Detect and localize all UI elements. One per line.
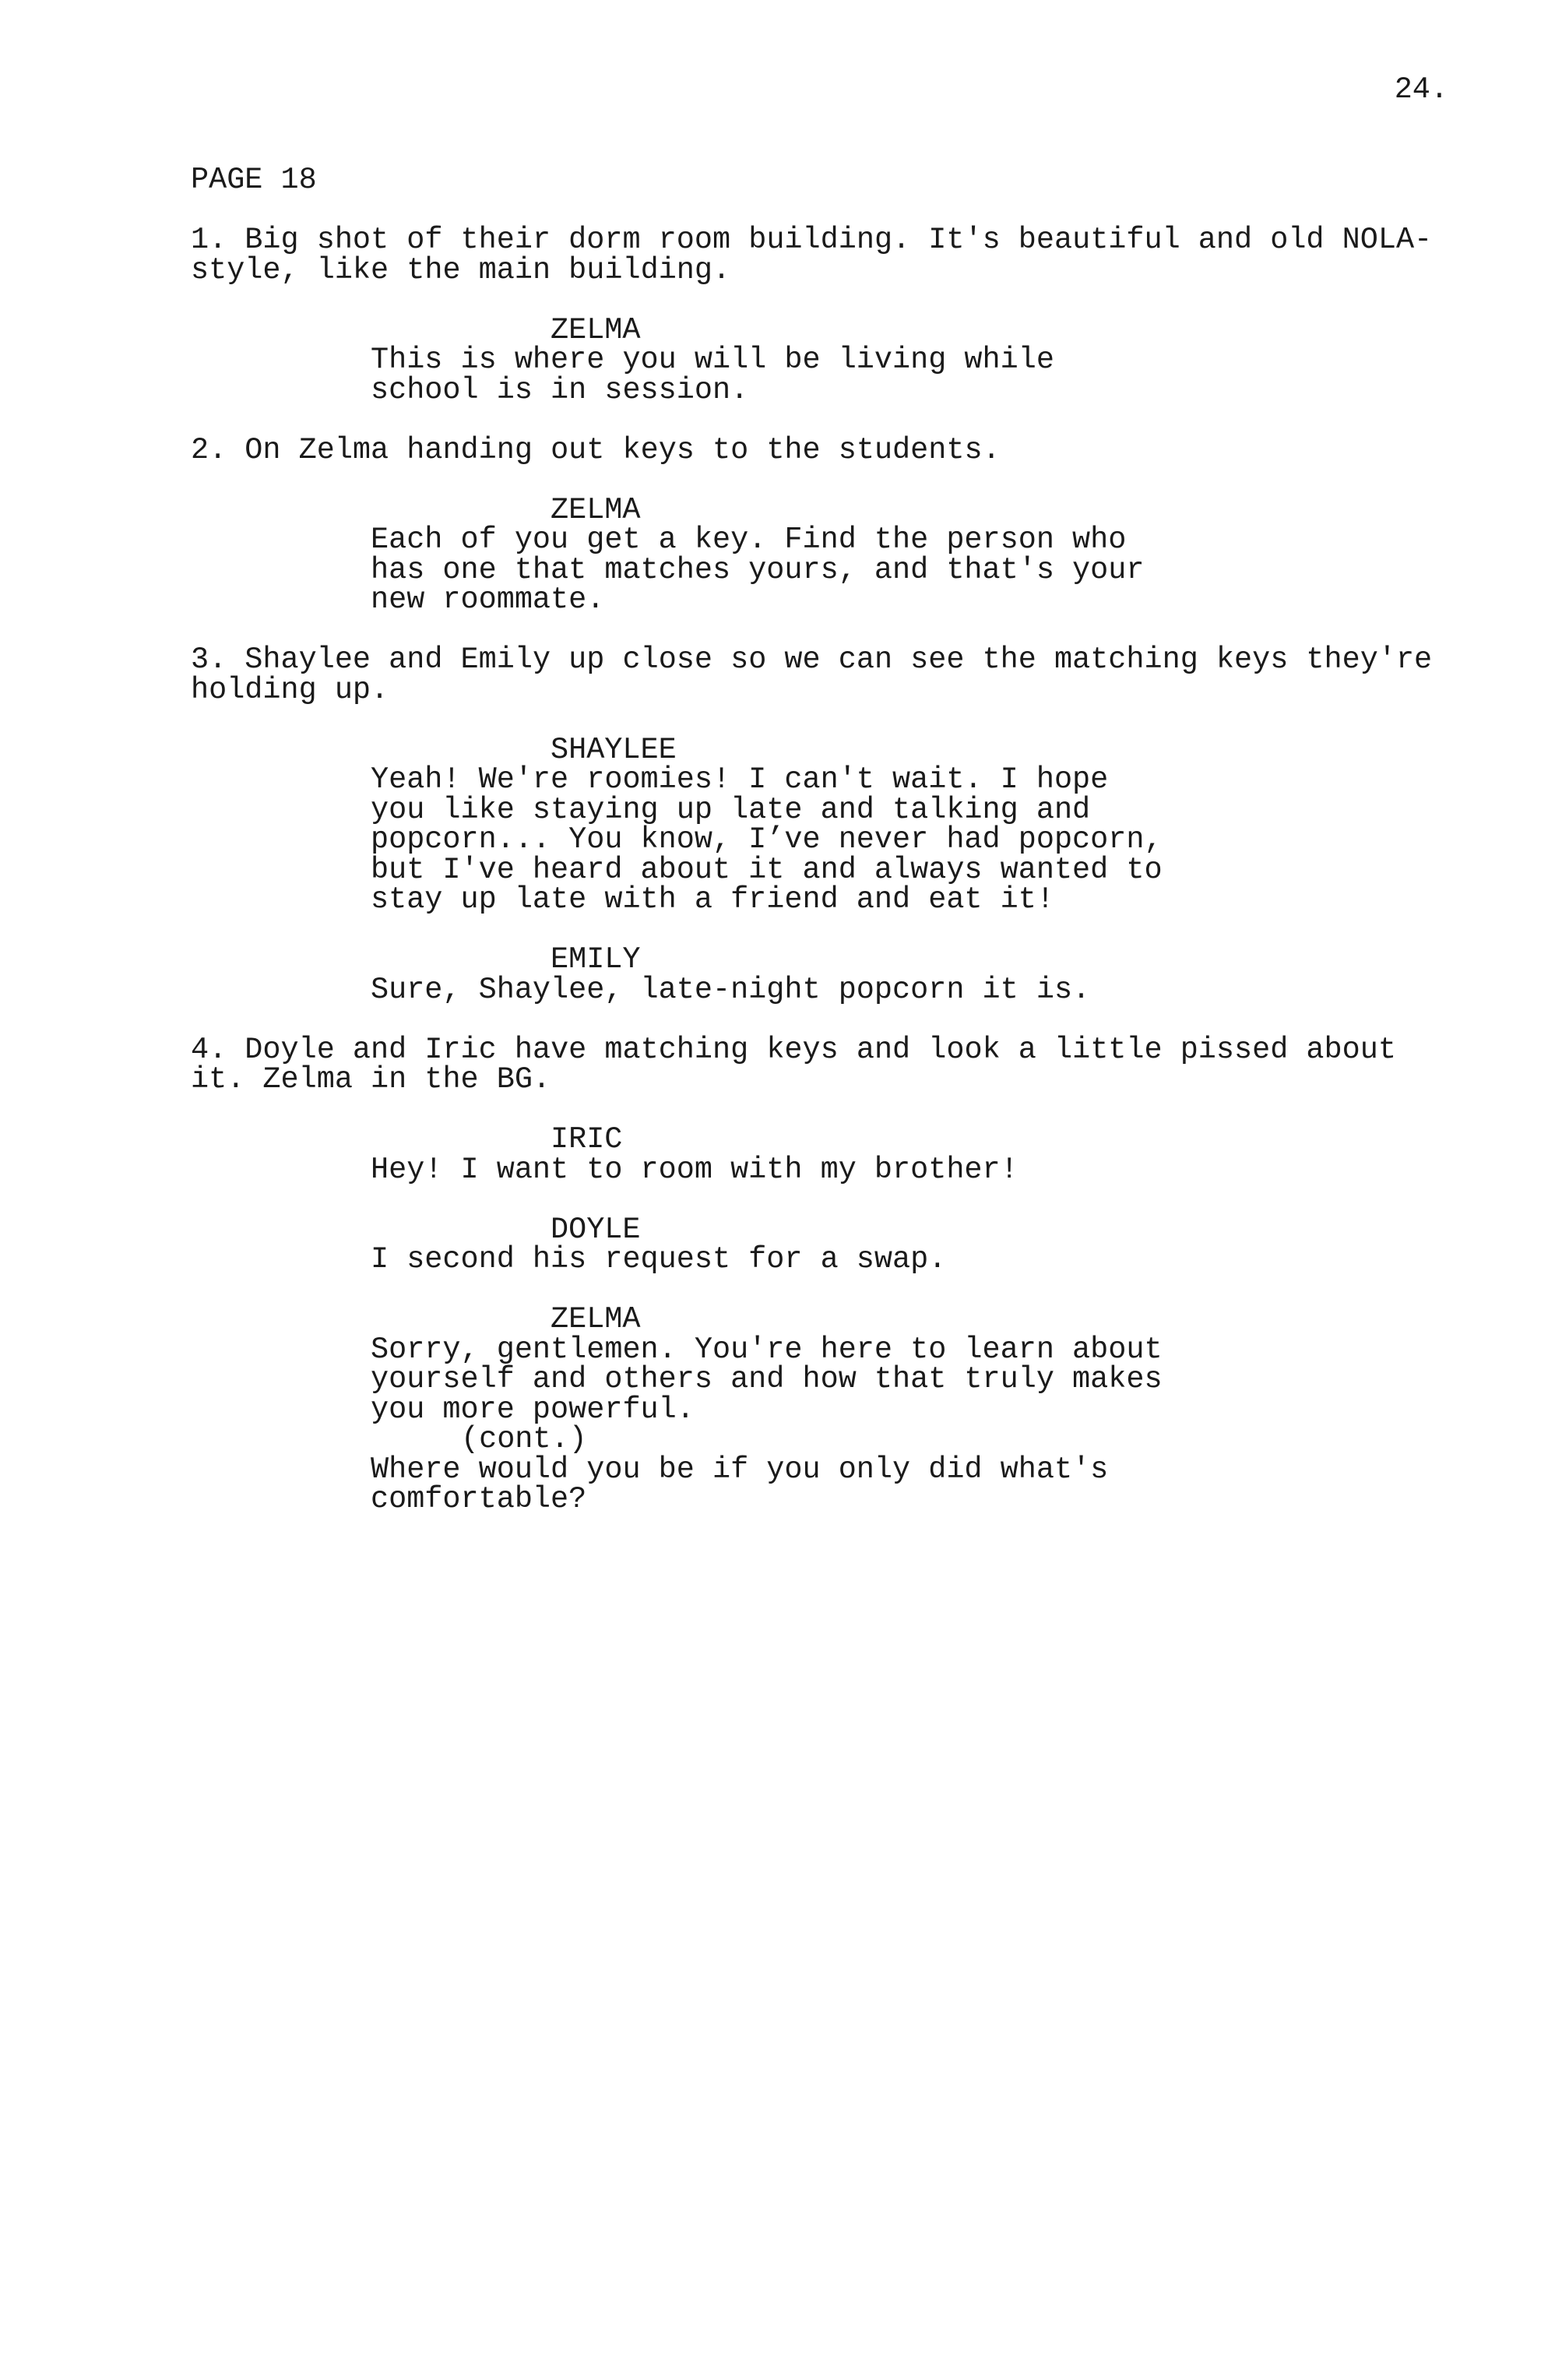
character-name: ZELMA xyxy=(551,1302,641,1336)
character-name: ZELMA xyxy=(551,312,641,347)
dialogue-line: Where would you be if you only did what's xyxy=(371,1452,1109,1487)
parenthetical: (cont.) xyxy=(461,1422,587,1456)
character-name: EMILY xyxy=(551,942,641,977)
panel-3 xyxy=(191,645,1437,1035)
panel-1 xyxy=(191,225,1437,435)
dialogue-line: popcorn... You know, I’ve never had popcorn, xyxy=(371,822,1163,857)
spacer xyxy=(191,1185,1437,1215)
spacer xyxy=(191,285,1437,315)
dialogue-line: comfortable? xyxy=(371,1482,587,1516)
panel-description: 3. Shaylee and Emily up close so we can see the matching keys they're xyxy=(191,643,1433,677)
spacer xyxy=(191,915,1437,945)
spacer xyxy=(191,1095,1437,1125)
panel-description: 2. On Zelma handing out keys to the students. xyxy=(191,432,1001,467)
character-name: ZELMA xyxy=(551,492,641,527)
dialogue-line: Hey! I want to room with my brother! xyxy=(371,1152,1019,1187)
dialogue-line: school is in session. xyxy=(371,372,749,407)
character-name: IRIC xyxy=(551,1122,623,1157)
dialogue-line: you like staying up late and talking and xyxy=(371,792,1091,827)
panel-description: holding up. xyxy=(191,672,389,707)
spacer xyxy=(191,1005,1437,1035)
spacer xyxy=(191,405,1437,435)
dialogue-line: stay up late with a friend and eat it! xyxy=(371,882,1054,917)
dialogue-line: Yeah! We're roomies! I can't wait. I hope xyxy=(371,762,1109,797)
page-heading: PAGE 18 xyxy=(191,163,317,197)
spacer xyxy=(191,465,1437,495)
character-name: DOYLE xyxy=(551,1212,641,1247)
page-number: 24. xyxy=(1394,72,1448,107)
character-name: SHAYLEE xyxy=(551,732,677,767)
panel-description: 4. Doyle and Iric have matching keys and look a little pissed about xyxy=(191,1032,1396,1067)
dialogue-line: This is where you will be living while xyxy=(371,343,1054,377)
dialogue-line: Sorry, gentlemen. You're here to learn about xyxy=(371,1332,1163,1367)
spacer xyxy=(191,615,1437,646)
dialogue-line: has one that matches yours, and that's your xyxy=(371,552,1145,587)
panel-description: 1. Big shot of their dorm room building. It's beautiful and old NOLA- xyxy=(191,223,1433,257)
panel-description: it. Zelma in the BG. xyxy=(191,1062,551,1097)
spacer xyxy=(191,195,1437,226)
dialogue-line: Each of you get a key. Find the person who xyxy=(371,523,1127,557)
dialogue-line: you more powerful. xyxy=(371,1392,695,1427)
panel-description: style, like the main building. xyxy=(191,252,731,287)
dialogue-line: but I've heard about it and always wanted to xyxy=(371,852,1163,887)
dialogue-line: Sure, Shaylee, late-night popcorn it is. xyxy=(371,972,1091,1007)
dialogue-line: I second his request for a swap. xyxy=(371,1242,947,1276)
spacer xyxy=(191,705,1437,735)
script-content xyxy=(191,165,1437,1515)
dialogue-line: yourself and others and how that truly makes xyxy=(371,1362,1163,1396)
spacer xyxy=(191,1275,1437,1305)
dialogue-line: new roommate. xyxy=(371,583,605,617)
panel-4 xyxy=(191,1032,1437,1516)
panel-2 xyxy=(191,432,1437,646)
